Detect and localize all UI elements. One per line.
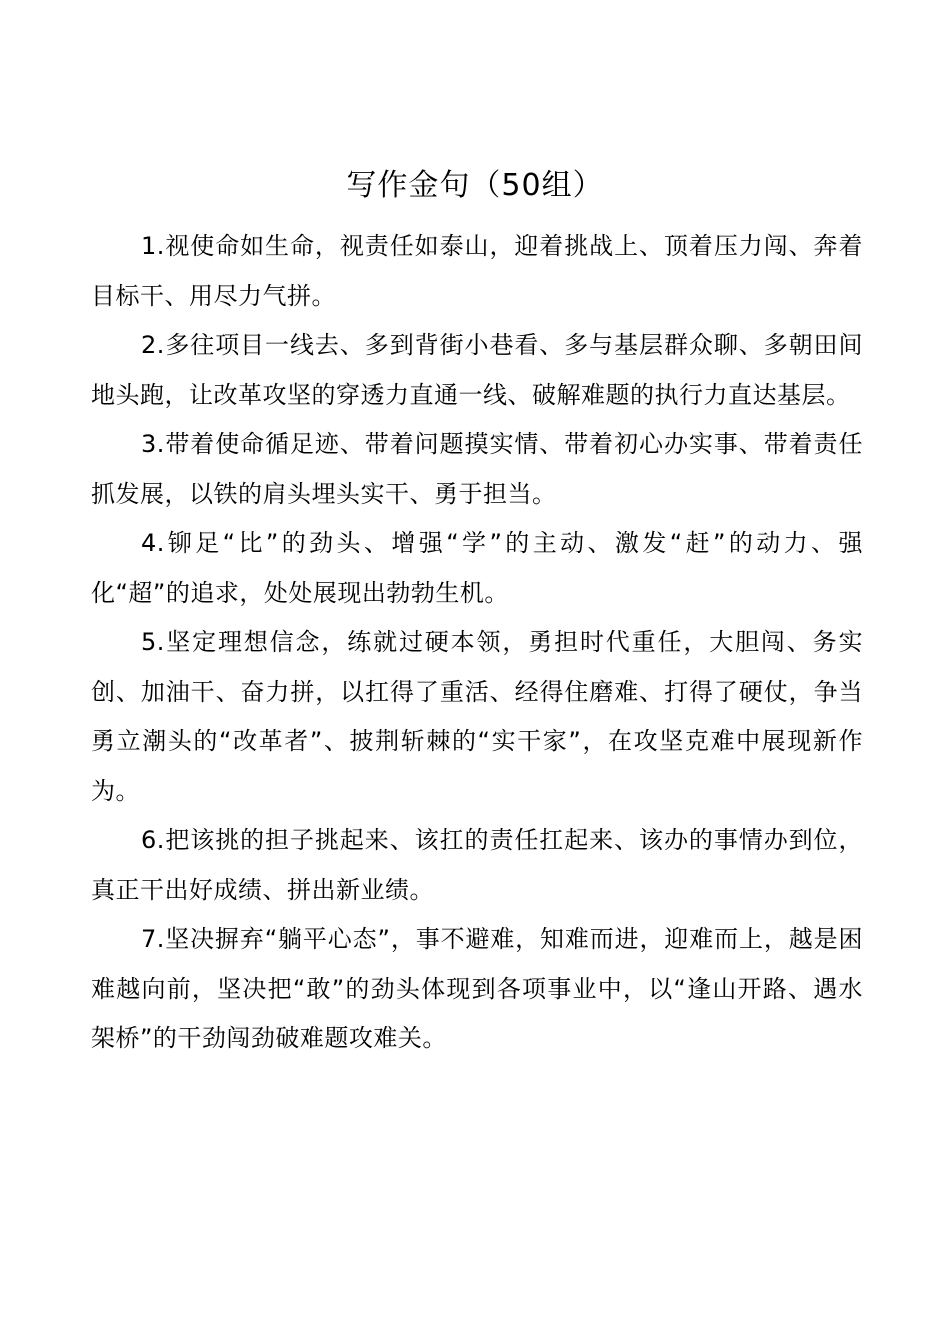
paragraph-2: 2.多往项目一线去、多到背街小巷看、多与基层群众聊、多朝田间地头跑，让改革攻坚的穿透力直通一线、破解难题的执行力直达基层。: [91, 331, 863, 409]
document-body: [91, 222, 863, 1064]
paragraph-3: 3.带着使命循足迹、带着问题摸实情、带着初心办实事、带着责任抓发展，以铁的肩头埋头实干、勇于担当。: [91, 430, 863, 508]
paragraph-5: 5.坚定理想信念，练就过硬本领，勇担时代重任，大胆闯、务实创、加油干、奋力拼，以扛得了重活、经得住磨难、打得了硬仗，争当勇立潮头的“改革者”、披荆斩棘的“实干家”，在攻坚克难中展现新作为。: [91, 628, 863, 805]
document-title: 写作金句（50组）: [346, 168, 604, 203]
paragraph-4: 4.铆足“比”的劲头、增强“学”的主动、激发“赶”的动力、强化“超”的追求，处处展现出勃勃生机。: [91, 529, 863, 607]
paragraph-7: 7.坚决摒弃“躺平心态”，事不避难，知难而进，迎难而上，越是困难越向前，坚决把“敢”的劲头体现到各项事业中，以“逢山开路、遇水架桥”的干劲闯劲破难题攻难关。: [91, 925, 863, 1052]
paragraph-1: 1.视使命如生命，视责任如泰山，迎着挑战上、顶着压力闯、奔着目标干、用尽力气拼。: [91, 232, 863, 310]
paragraph-6: 6.把该挑的担子挑起来、该扛的责任扛起来、该办的事情办到位，真正干出好成绩、拼出新业绩。: [91, 826, 863, 904]
